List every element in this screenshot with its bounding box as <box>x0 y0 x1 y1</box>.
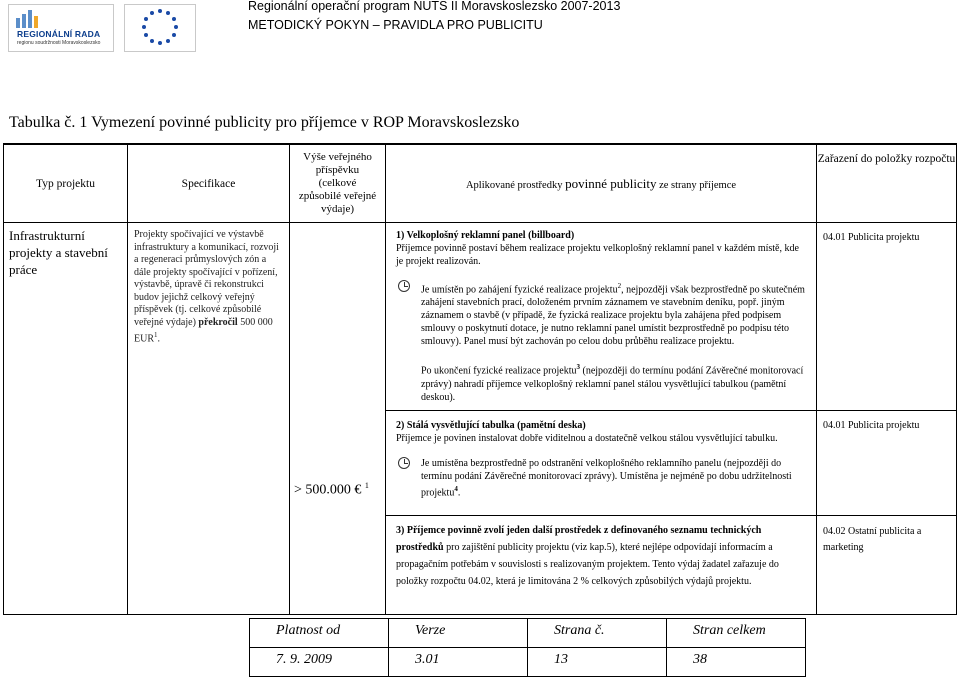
table-row <box>4 223 957 411</box>
item1-text: Příjemce povinně postaví během realizace projektu velkoplošný reklamní panel v každém místě, kde je projekt realizován. <box>396 243 799 267</box>
clock-icon <box>398 280 410 292</box>
eu-stars-icon <box>124 4 196 52</box>
header-applied-prefix: Aplikované prostředky <box>465 179 563 191</box>
footer-label-page: Strana č. <box>528 619 667 648</box>
header-program-line: Regionální operační program NUTS II Moravskoslezsko 2007-2013 <box>248 0 621 13</box>
header-budget-item: Zařazení do položky rozpočtu <box>817 144 957 223</box>
item1-after-post: (nejpozději do termínu podání Závěrečné monitorovací zprávy) nahradí příjemce velkoplošný reklamní panel stálou vysvětlující tabulkou (pamětní deskou). <box>421 365 804 403</box>
item1-bullet-post: , nejpozději však bezprostředně po skutečném zahájení stavebních prací, doloženém prvním záznamem ve stavebním deníku, popř. jiným záznamem o stavbě (v případě, že fyzická realizace projektu byla zahájena před podpisem smlouvy o poskytnutí dotace, je nutno reklamní panel umístit bezprostředně po podpisu této smlouvy). Panel musí být zachován po celou dobu průběhu realizace projektu. <box>421 284 805 348</box>
spec-text: Projekty spočívající ve výstavbě infrastruktury a komunikací, rozvoji a regeneraci průmyslových zón a dále projekty spočívající v pořízení, výstavbě, úpravě či rekonstrukci budov jejichž celkový veřejný příspěvek (tj. celkové způsobilé veřejné výdaje) <box>134 229 279 328</box>
item1-heading: 1) Velkoplošný reklamní panel (billboard) <box>396 230 575 241</box>
regional-council-logo <box>8 4 116 50</box>
item2-bullet-sup: 4 <box>454 484 458 493</box>
item1-after <box>396 361 806 403</box>
item1-after-sup: 3 <box>576 363 580 372</box>
item1-bullet-pre: Je umístěn po zahájení fyzické realizace projektu <box>421 284 618 296</box>
spec-bold: překročil <box>198 316 238 328</box>
specification-cell: Projekty spočívající ve výstavbě infrastruktury a komunikací, rozvoji a regeneraci průmyslových zón a dále projekty spočívající v pořízení, výstavbě, úpravě či rekonstrukci budov jejichž celkový veřejný příspěvek (tj. celkové způsobilé veřejné výdaje) překročil 500 000 EUR$^1$. <box>128 223 290 615</box>
item1-after-pre: Po ukončení fyzické realizace projektu <box>421 365 577 377</box>
header-applied-suffix: ze strany příjemce <box>659 179 737 191</box>
item3-text: pro zajištění publicity projektu (viz kap.5), které nejlépe odpovídají informacím a propagačním potřebám v souvislosti s realizovaným projektem. Tento výdaj žadatel zařazuje do položky rozpočtu 04.02, která je limitována 2 % celkových způsobilých výdajů projektu. <box>396 541 779 587</box>
header-project-type: Typ projektu <box>4 144 128 223</box>
contribution-cell <box>290 223 386 615</box>
table-header-row <box>4 144 957 223</box>
header-applied-big: povinné publicity <box>565 175 657 191</box>
budget-item-2: 04.01 Publicita projektu <box>817 410 957 515</box>
item1-bullet-sup: 2 <box>617 282 622 290</box>
item2-bullet <box>396 457 806 499</box>
publicity-table <box>3 143 957 615</box>
header-specification: Specifikace <box>128 144 290 223</box>
project-type-cell: Infrastrukturní projekty a stavební práce <box>4 223 128 615</box>
footer-label-page-count: Stran celkem <box>667 619 806 648</box>
budget-item-3: 04.02 Ostatní publicita a marketing <box>817 515 957 614</box>
item2-bullet-pre: Je umístěna bezprostředně po odstranění velkoplošného reklamního panelu (nejpozději do termínu podání Závěrečné monitorovací zprávy). Umístěna je nejméně po dobu udržitelnosti projektu <box>421 457 792 498</box>
budget-item-1: 04.01 Publicita projektu <box>817 223 957 411</box>
means-cell-3 <box>386 515 817 614</box>
header-applied-means <box>386 144 817 223</box>
contribution-footnote: 1 <box>364 481 369 490</box>
clock-icon <box>398 457 410 469</box>
footer-table <box>249 618 806 677</box>
means-cell-1 <box>386 223 817 411</box>
logo-text: REGIONÁLNÍ RADA <box>17 29 101 39</box>
footer-page-count: 38 <box>667 648 806 677</box>
footer-label-valid-from: Platnost od <box>250 619 389 648</box>
footer-page: 13 <box>528 648 667 677</box>
table-title: Tabulka č. 1 Vymezení povinné publicity pro příjemce v ROP Moravskoslezsko <box>9 114 520 131</box>
footer-version: 3.01 <box>389 648 528 677</box>
spec-amount: 500 000 EUR <box>134 316 273 345</box>
item1-bullet <box>396 280 806 348</box>
spec-footnote: 1 <box>154 331 158 339</box>
footer-valid-from: 7. 9. 2009 <box>250 648 389 677</box>
means-cell-2 <box>386 410 817 515</box>
logo-subtext: regionu soudržnosti Moravskoslezsko <box>17 40 101 46</box>
contribution-value: > 500.000 € <box>294 482 362 498</box>
item2-bullet-post: . <box>457 486 461 498</box>
header-guideline-line: METODICKÝ POKYN – PRAVIDLA PRO PUBLICITU <box>248 18 543 32</box>
item3-heading: 3) Příjemce povinně zvolí jeden další prostředek z definovaného seznamu technických prostředků <box>396 524 762 553</box>
item2-text: Příjemce je povinen instalovat dobře viditelnou a dostatečně velkou stálou vysvětlující tabulku. <box>396 432 778 444</box>
footer-label-version: Verze <box>389 619 528 648</box>
header-contribution-amount: Výše veřejného příspěvku (celkové způsobilé veřejné výdaje) <box>290 144 386 223</box>
item2-heading: 2) Stálá vysvětlující tabulka (pamětní deska) <box>396 419 586 431</box>
